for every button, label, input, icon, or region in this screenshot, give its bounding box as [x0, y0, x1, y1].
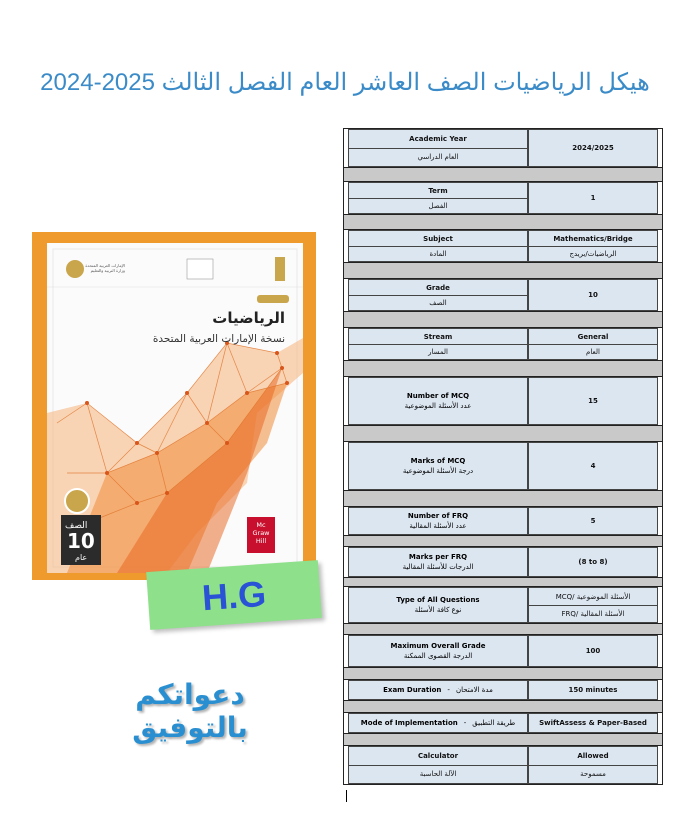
stream-label-en: Stream	[349, 329, 527, 345]
frq-marks-label-ar: الدرجات للأسئلة المقالية	[402, 563, 474, 571]
row-frq-number	[343, 506, 663, 536]
emblem-icon	[66, 260, 84, 278]
duration-value: 150 minutes	[568, 686, 618, 694]
row-separator	[343, 214, 663, 230]
row-frq-marks	[343, 546, 663, 578]
cover-subject: الرياضيات	[212, 309, 285, 327]
row-calculator	[343, 745, 663, 785]
subject-label-en: Subject	[349, 231, 527, 247]
max-grade-value: 100	[585, 647, 601, 655]
question-type-frq: الأسئلة المقالية /FRQ	[561, 609, 625, 618]
mcq-marks-label-ar: درجة الأسئلة الموضوعية	[402, 467, 474, 475]
cover-edition: نسخة الإمارات العربية المتحدة	[152, 333, 285, 345]
row-separator	[343, 425, 663, 442]
frq-marks-label-en: Marks per FRQ	[408, 553, 468, 561]
frq-number-value: 5	[590, 517, 596, 525]
mcq-number-label-ar: عدد الأسئلة الموضوعية	[404, 402, 472, 410]
cover-grade-stream: عام	[75, 553, 88, 562]
row-grade	[343, 278, 663, 312]
cover-grade-number: 10	[67, 529, 95, 553]
row-subject	[343, 229, 663, 263]
mode-label-en: Mode of Implementation	[360, 719, 458, 727]
max-grade-label-en: Maximum Overall Grade	[390, 642, 486, 650]
term-value: 1	[590, 194, 596, 202]
wish-text: دعواتكم بالتوفيق	[132, 678, 248, 744]
row-separator	[343, 262, 663, 279]
stream-value-ar: العام	[586, 347, 600, 356]
calculator-value-en: Allowed	[529, 747, 657, 766]
qr-code-icon	[187, 259, 213, 279]
mcq-number-label-en: Number of MCQ	[406, 392, 470, 400]
row-duration: Exam Duration - مدة الامتحان 150 minutes	[343, 679, 663, 701]
academic-year-label-ar: العام الدراسي	[417, 153, 459, 161]
duration-label-ar: مدة الامتحان	[455, 686, 493, 694]
mcq-marks-value: 4	[590, 462, 596, 470]
seal-icon	[65, 489, 89, 513]
subject-value-ar: الرياضيات/بريدج	[569, 249, 617, 258]
grade-value: 10	[588, 291, 598, 299]
calculator-value-ar: مسموحة	[580, 770, 606, 778]
mode-value: SwiftAssess & Paper-Based	[539, 719, 647, 727]
stream-label-ar: المسار	[428, 347, 448, 356]
hg-sticker	[146, 560, 322, 630]
row-mcq-number	[343, 376, 663, 426]
calculator-label-ar: الآلة الحاسبة	[419, 770, 457, 778]
question-types-label-en: Type of All Questions	[396, 596, 480, 604]
row-mode: Mode of Implementation - طريقة التطبيق SwiftAssess & Paper-Based	[343, 712, 663, 734]
grade-label-ar: الصف	[429, 298, 447, 307]
stream-value-en: General	[529, 329, 657, 345]
question-types-label-ar: نوع كافة الأسئلة	[414, 606, 462, 614]
academic-year-value: 2024/2025	[572, 144, 614, 152]
grade-label-en: Grade	[349, 280, 527, 296]
row-separator	[343, 311, 663, 328]
max-grade-label-ar: الدرجة القصوى الممكنة	[403, 652, 473, 660]
duration-label-en: Exam Duration	[383, 686, 442, 694]
mcq-marks-label-en: Marks of MCQ	[410, 457, 466, 465]
cover-grade-label: الصف	[65, 521, 88, 531]
frq-number-label-en: Number of FRQ	[407, 512, 469, 520]
row-academic-year	[343, 128, 663, 168]
book-cover	[47, 243, 303, 573]
academic-year-label-en: Academic Year	[349, 130, 527, 149]
calculator-label-en: Calculator	[349, 747, 527, 766]
row-separator	[343, 360, 663, 377]
row-question-types	[343, 586, 663, 624]
text-cursor	[346, 790, 347, 802]
mode-label-ar: طريقة التطبيق	[472, 719, 516, 727]
ministry-logo-icon	[275, 257, 285, 281]
question-type-mcq: الأسئلة الموضوعية /MCQ	[529, 588, 657, 606]
row-stream	[343, 327, 663, 361]
page-title: هيكل الرياضيات الصف العاشر العام الفصل الثالث 2025-2024	[40, 69, 650, 96]
subject-value-en: Mathematics/Bridge	[529, 231, 657, 247]
row-mcq-marks	[343, 441, 663, 491]
subject-label-ar: المادة	[429, 249, 447, 258]
row-max-grade	[343, 634, 663, 668]
term-label-en: Term	[349, 183, 527, 199]
row-term	[343, 181, 663, 215]
frq-marks-value: (8 to 8)	[578, 558, 608, 566]
hg-text: H.G	[200, 572, 268, 619]
frq-number-label-ar: عدد الأسئلة المقالية	[409, 522, 467, 530]
edition-badge	[257, 295, 289, 303]
ministry-text: الإمارات العربية المتحدة وزارة التربية والتعليم	[85, 263, 125, 273]
term-label-ar: الفصل	[428, 201, 448, 210]
mcq-number-value: 15	[588, 397, 598, 405]
row-separator	[343, 167, 663, 182]
row-separator	[343, 490, 663, 507]
publisher-logo: Mc Graw Hill	[247, 517, 275, 553]
